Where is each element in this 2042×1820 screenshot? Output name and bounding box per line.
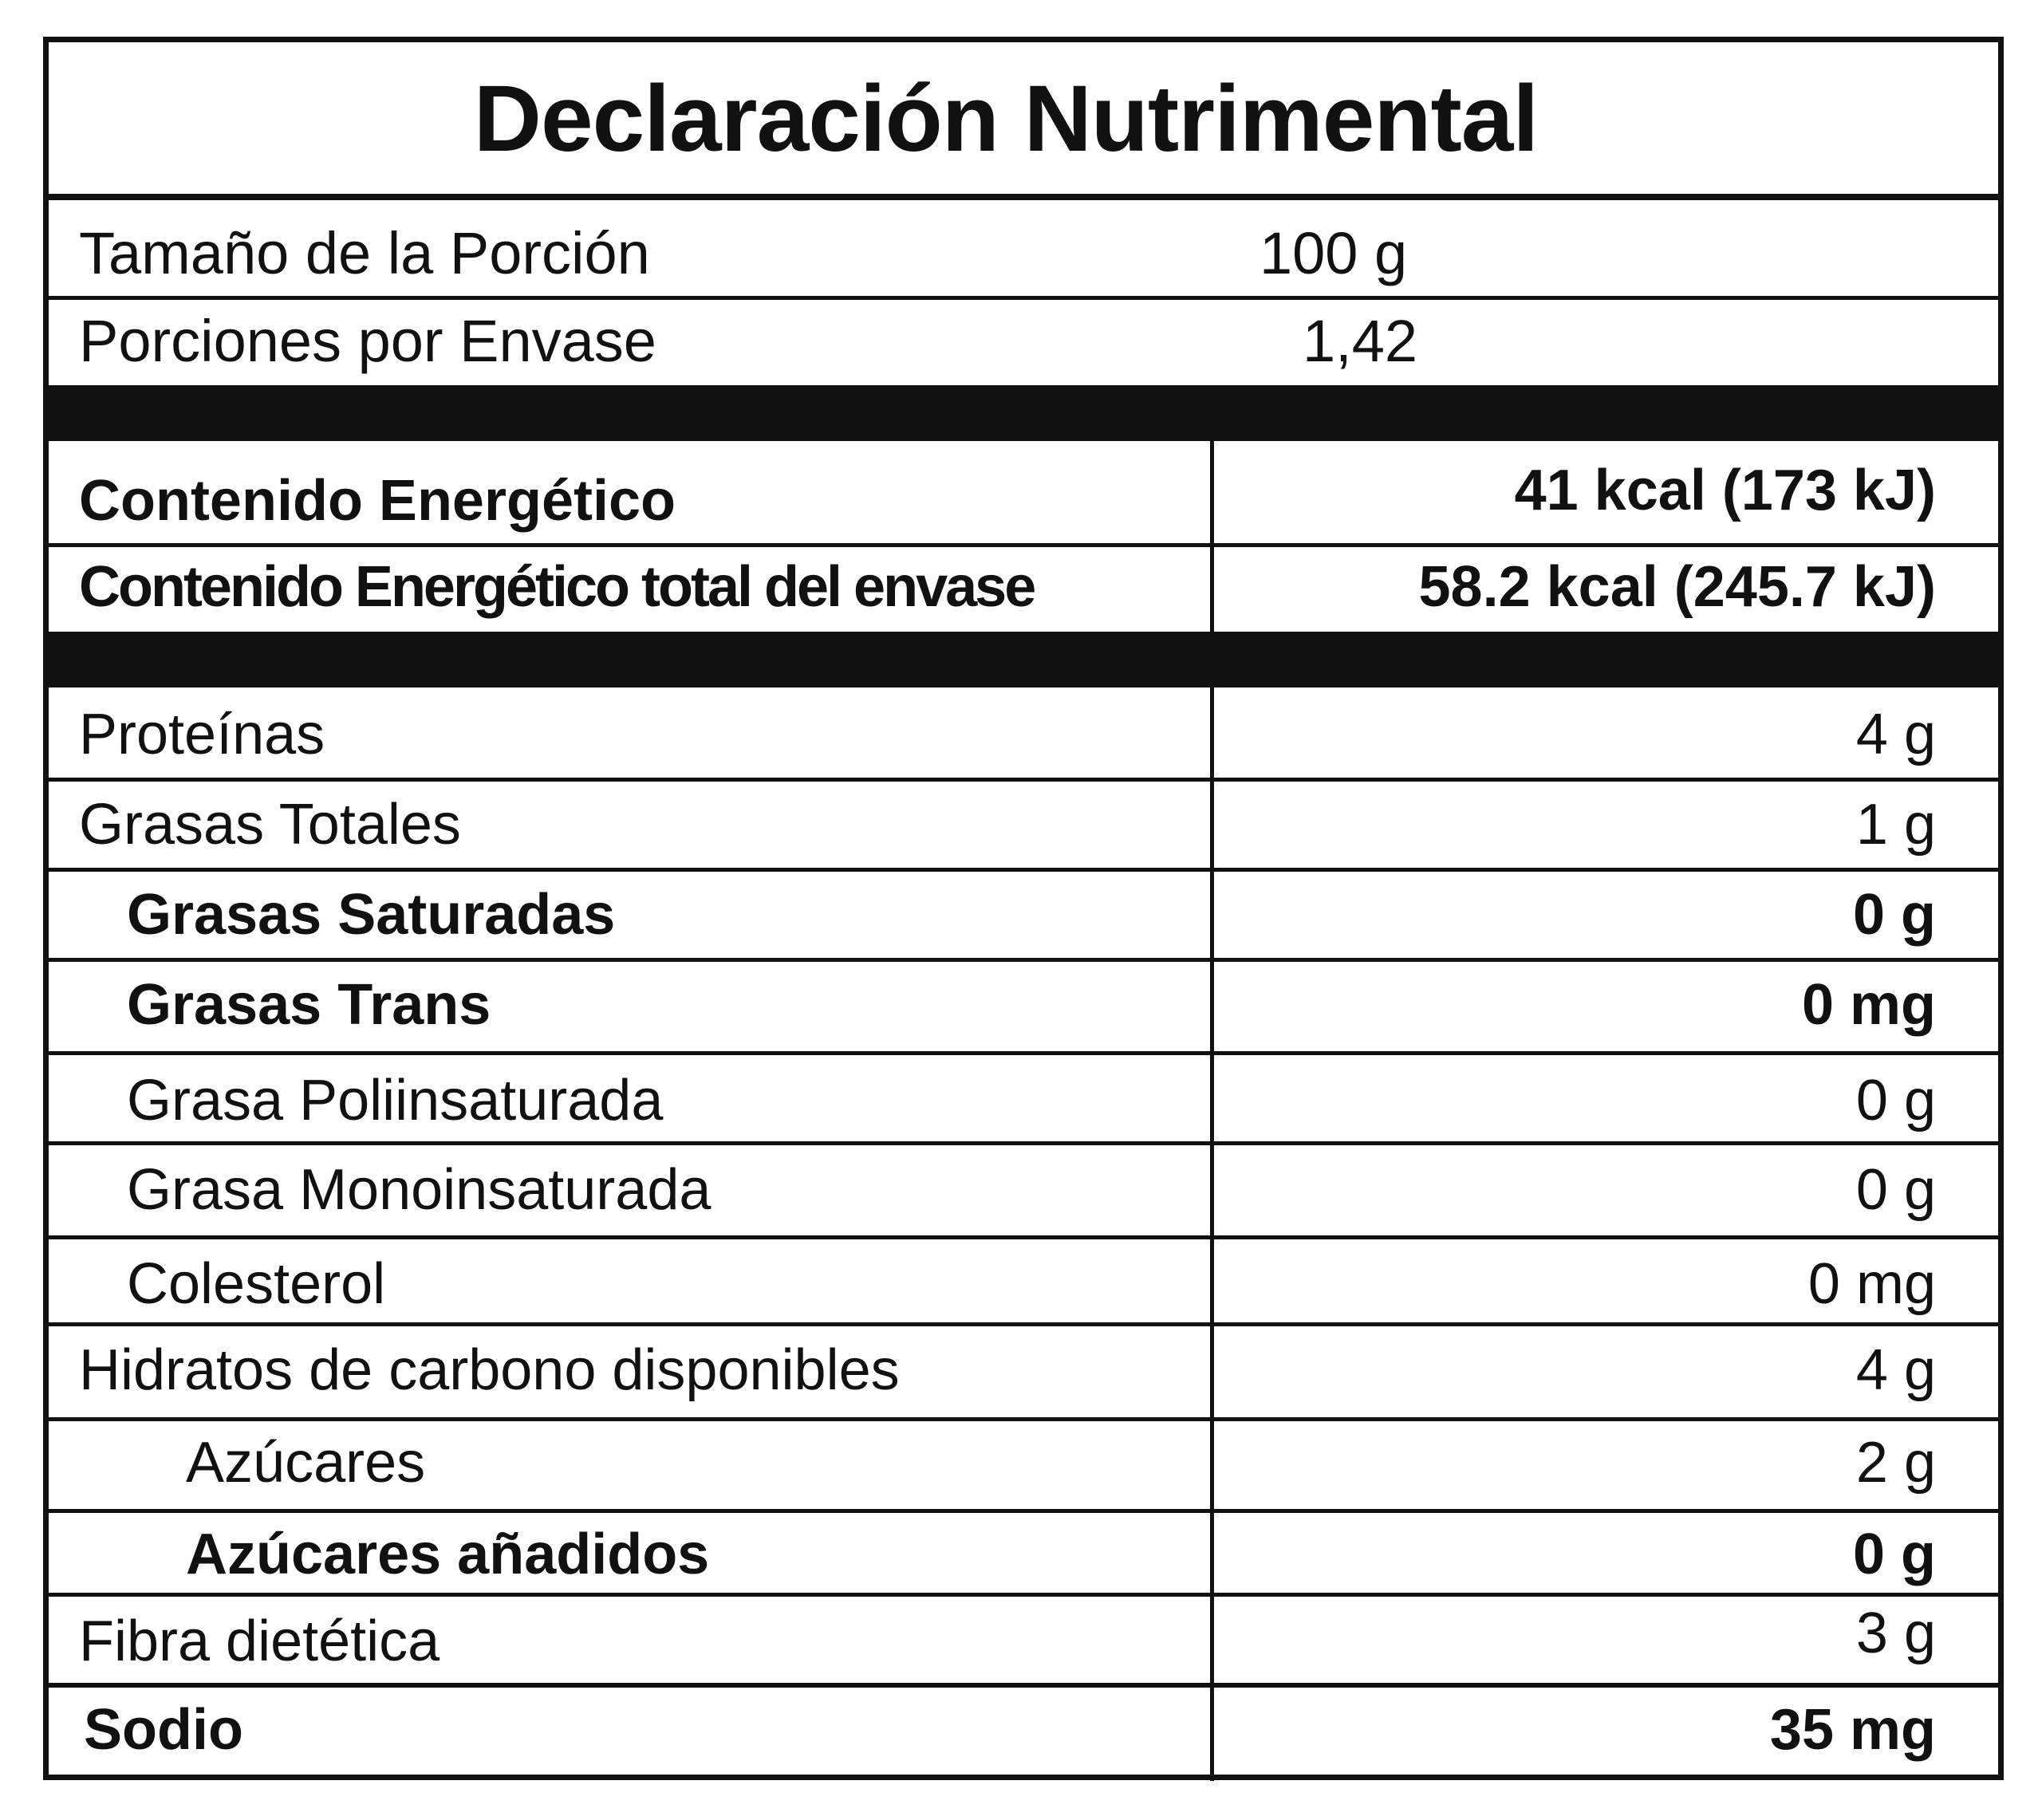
nutrient-row bbox=[49, 1326, 1998, 1417]
servings-per-container-row bbox=[49, 305, 1998, 385]
nutrient-value: 0 g bbox=[1852, 1523, 1936, 1586]
nutrient-label: Fibra dietética bbox=[79, 1609, 440, 1673]
nutrient-row bbox=[49, 1688, 1998, 1775]
servings-per-container-value: 1,42 bbox=[1303, 308, 1418, 374]
serving-size-label: Tamaño de la Porción bbox=[79, 220, 650, 286]
nutrient-label: Azúcares bbox=[186, 1431, 426, 1495]
nutrient-label: Proteínas bbox=[79, 703, 325, 766]
serving-size-value: 100 g bbox=[1259, 220, 1408, 286]
energy-total-value: 58.2 kcal (245.7 kJ) bbox=[1418, 555, 1936, 619]
nutrient-row bbox=[49, 1055, 1998, 1141]
nutrient-row bbox=[49, 1513, 1998, 1593]
nutrient-row bbox=[49, 962, 1998, 1051]
nutrient-value: 0 g bbox=[1852, 883, 1936, 947]
nutrient-row bbox=[49, 1597, 1998, 1683]
title-divider bbox=[49, 194, 1998, 200]
energy-total-row bbox=[49, 547, 1998, 632]
nutrient-value: 4 g bbox=[1855, 1338, 1936, 1402]
nutrient-row bbox=[49, 872, 1998, 958]
nutrient-label: Hidratos de carbono disponibles bbox=[79, 1338, 900, 1402]
servings-per-container-label: Porciones por Envase bbox=[79, 308, 656, 374]
energy-value: 41 kcal (173 kJ) bbox=[1514, 459, 1936, 522]
nutrient-value: 3 g bbox=[1855, 1601, 1936, 1665]
nutrient-value: 1 g bbox=[1855, 793, 1936, 857]
nutrient-row bbox=[49, 687, 1998, 778]
nutrient-label: Grasa Poliinsaturada bbox=[127, 1069, 664, 1133]
section-bar bbox=[49, 385, 1998, 441]
label-title: Declaración Nutrimental bbox=[473, 66, 1539, 171]
energy-row bbox=[49, 441, 1998, 545]
nutrient-value: 0 g bbox=[1855, 1069, 1936, 1133]
nutrient-value: 0 g bbox=[1855, 1158, 1936, 1222]
nutrient-label: Grasas Trans bbox=[127, 973, 491, 1037]
section-bar bbox=[49, 632, 1998, 687]
nutrient-value: 0 mg bbox=[1807, 1252, 1936, 1316]
nutrient-row bbox=[49, 1421, 1998, 1509]
nutrition-label bbox=[43, 37, 2004, 1780]
nutrient-value: 35 mg bbox=[1769, 1698, 1936, 1762]
energy-total-label: Contenido Energético total del envase bbox=[79, 555, 1035, 619]
nutrient-row bbox=[49, 782, 1998, 868]
nutrient-value: 2 g bbox=[1855, 1431, 1936, 1495]
nutrient-value: 0 mg bbox=[1801, 973, 1936, 1037]
serving-size-row bbox=[49, 218, 1998, 305]
nutrient-label: Grasa Monoinsaturada bbox=[127, 1158, 712, 1222]
divider bbox=[49, 296, 1998, 300]
nutrient-label: Grasas Saturadas bbox=[127, 883, 616, 947]
nutrient-label: Colesterol bbox=[127, 1252, 386, 1316]
nutrient-row bbox=[49, 1145, 1998, 1235]
nutrient-value: 4 g bbox=[1855, 703, 1936, 766]
energy-label: Contenido Energético bbox=[79, 469, 676, 533]
nutrient-label: Grasas Totales bbox=[79, 793, 461, 857]
nutrient-row bbox=[49, 1239, 1998, 1322]
nutrient-label: Sodio bbox=[84, 1698, 243, 1762]
nutrient-label: Azúcares añadidos bbox=[186, 1523, 710, 1586]
